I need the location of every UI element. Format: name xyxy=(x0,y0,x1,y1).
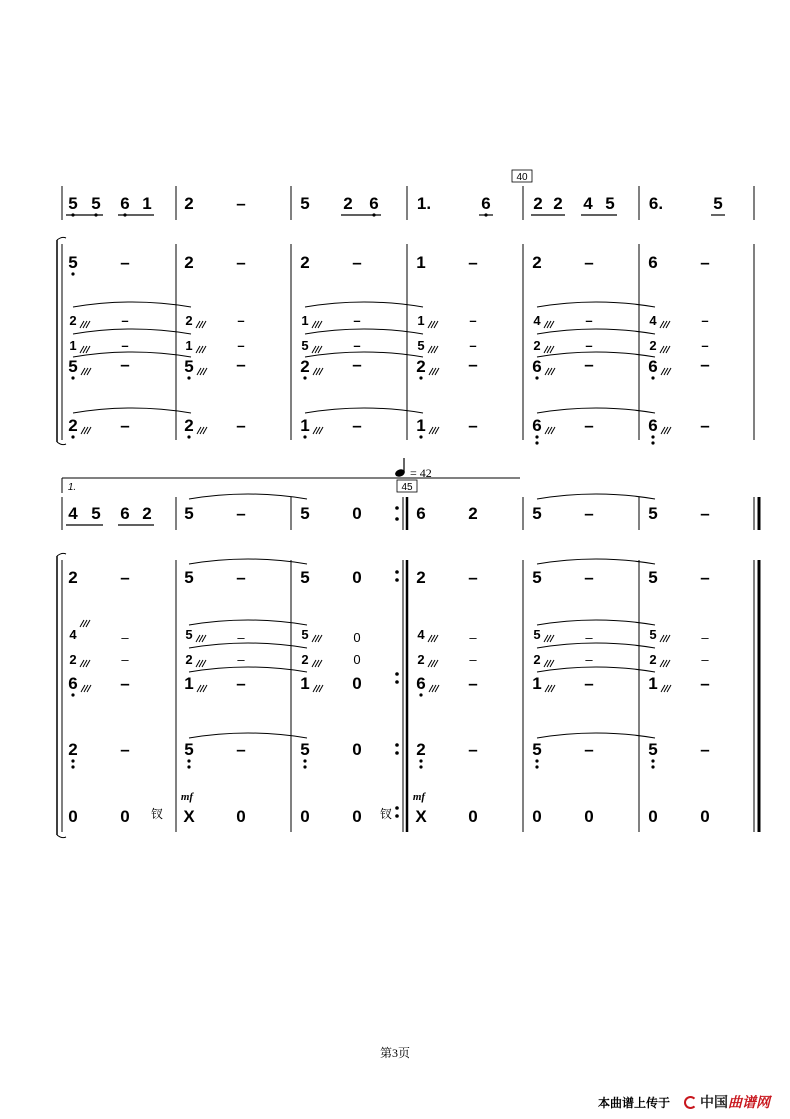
repeat-dot xyxy=(395,517,399,521)
chord-note: 2 xyxy=(69,313,77,328)
octave-dot xyxy=(187,765,190,768)
low-note: 5 xyxy=(648,740,658,759)
octave-dot xyxy=(303,765,306,768)
melody-note: 5 xyxy=(300,194,310,213)
percussion-instrument-label: 钗 xyxy=(150,807,164,821)
chord-note: 5 xyxy=(68,357,78,376)
octave-dot xyxy=(187,759,190,762)
bracket-hook xyxy=(57,237,66,240)
chord-note: 1 xyxy=(185,338,193,353)
rest-dash: – xyxy=(584,253,594,272)
melody-note: 6 xyxy=(416,504,426,523)
melody-note: 0 xyxy=(352,504,362,523)
melody-note: 6. xyxy=(648,194,664,213)
chord-note: 1 xyxy=(648,674,658,693)
octave-dot xyxy=(71,765,74,768)
octave-dot xyxy=(419,435,422,438)
octave-dot xyxy=(535,441,538,444)
melody-note: 5 xyxy=(184,504,194,523)
chord-note: 2 xyxy=(416,357,426,376)
rest-dash: – xyxy=(120,674,130,693)
rest-dash: – xyxy=(121,630,129,645)
chord-note: 4 xyxy=(649,313,657,328)
logo-icon xyxy=(684,1096,697,1109)
octave-dot xyxy=(651,435,654,438)
rest-dash: – xyxy=(584,416,594,435)
octave-dot xyxy=(303,376,306,379)
low-note: 5 xyxy=(300,740,310,759)
rest-dash: – xyxy=(120,253,130,272)
tie-arc xyxy=(305,329,423,334)
rest-dash: – xyxy=(120,416,130,435)
rest-dash: – xyxy=(353,313,361,328)
tie-arc xyxy=(189,643,307,648)
octave-dot xyxy=(535,435,538,438)
melody-note: 2 xyxy=(468,504,478,523)
octave-dot xyxy=(535,765,538,768)
tie-arc xyxy=(537,494,655,499)
chord-note: 5 xyxy=(417,338,425,353)
melody-note: 4 xyxy=(68,504,78,523)
low-note: 1 xyxy=(300,416,310,435)
melody-note: 1. xyxy=(416,194,432,213)
chord-note: 2 xyxy=(533,652,541,667)
bass-note: 6 xyxy=(648,253,658,272)
notes-layer xyxy=(68,172,723,826)
tie-arc xyxy=(305,352,423,357)
rest-dash: – xyxy=(468,568,478,587)
rest-dash: – xyxy=(468,674,478,693)
rest-dash: – xyxy=(468,740,478,759)
melody-note: 6 xyxy=(120,194,130,213)
melody-note: 2 xyxy=(533,194,543,213)
chord-note: 5 xyxy=(533,627,541,642)
melody-note: 1 xyxy=(142,194,152,213)
octave-dot xyxy=(71,376,74,379)
volta-label: 1. xyxy=(67,482,77,493)
octave-dot xyxy=(187,376,190,379)
bracket-hook xyxy=(57,553,66,556)
tie-arc xyxy=(537,559,655,564)
rest-zero: 0 xyxy=(352,674,362,693)
rest-dash: – xyxy=(353,338,361,353)
melody-note: 4 xyxy=(583,194,593,213)
rest-zero: 0 xyxy=(352,568,362,587)
rest-dash: – xyxy=(700,355,710,374)
melody-note: 2 xyxy=(142,504,152,523)
rest-dash: – xyxy=(469,338,477,353)
tie-arc xyxy=(305,408,423,413)
melody-note: 6 xyxy=(120,504,130,523)
rest-dash: – xyxy=(584,568,594,587)
low-note: 5 xyxy=(532,740,542,759)
octave-dot xyxy=(71,272,74,275)
chord-note: 1 xyxy=(417,313,425,328)
octave-dot xyxy=(419,765,422,768)
melody-note: 5 xyxy=(91,194,101,213)
percussion-note: 0 xyxy=(584,807,594,826)
melody-note: 5 xyxy=(68,194,78,213)
repeat-dot xyxy=(395,578,399,582)
rest-dash: – xyxy=(585,630,593,645)
rest-dash: – xyxy=(236,674,246,693)
rest-dash: – xyxy=(469,652,477,667)
rest-dash: – xyxy=(352,355,362,374)
rest-dash: – xyxy=(236,253,246,272)
bass-note: 1 xyxy=(416,253,426,272)
chord-note: 2 xyxy=(417,652,425,667)
repeat-dot xyxy=(395,506,399,510)
chord-note: 6 xyxy=(68,674,78,693)
upload-credit: 本曲谱上传于 xyxy=(598,1096,671,1110)
percussion-note: 0 xyxy=(120,807,130,826)
repeat-dot xyxy=(395,814,399,818)
tie-arc xyxy=(73,302,191,307)
octave-dot xyxy=(71,435,74,438)
bass-note: 2 xyxy=(68,568,78,587)
rest-dash: – xyxy=(120,355,130,374)
rest-dash: – xyxy=(585,652,593,667)
percussion-note: 0 xyxy=(648,807,658,826)
chord-note: 6 xyxy=(532,357,542,376)
bass-note: 5 xyxy=(300,568,310,587)
rest-dash: – xyxy=(585,313,593,328)
chord-note: 2 xyxy=(533,338,541,353)
tie-arc xyxy=(189,733,307,738)
melody-note: 5 xyxy=(532,504,542,523)
chord-note: 1 xyxy=(532,674,542,693)
rest-dash: – xyxy=(700,253,710,272)
chord-note: 2 xyxy=(649,652,657,667)
rest-dash: – xyxy=(469,630,477,645)
chord-note: 5 xyxy=(184,357,194,376)
chord-note: 5 xyxy=(185,627,193,642)
tie-arc xyxy=(305,302,423,307)
logo-text-a: 中国 xyxy=(700,1095,728,1111)
chord-note: 1 xyxy=(184,674,194,693)
octave-dot xyxy=(419,376,422,379)
repeat-dot xyxy=(395,806,399,810)
melody-note: 6 xyxy=(369,194,379,213)
rest-dash: – xyxy=(584,674,594,693)
tie-arc xyxy=(537,302,655,307)
octave-dot xyxy=(303,759,306,762)
chord-note: 2 xyxy=(301,652,309,667)
low-note: 6 xyxy=(648,416,658,435)
tie-arc xyxy=(537,352,655,357)
chord-note: 2 xyxy=(69,652,77,667)
rest-dash: – xyxy=(468,416,478,435)
percussion-note: 0 xyxy=(352,807,362,826)
melody-note: 2 xyxy=(184,194,194,213)
bass-note: 2 xyxy=(184,253,194,272)
melody-note: 5 xyxy=(91,504,101,523)
chord-note: 5 xyxy=(301,338,309,353)
chord-note: 5 xyxy=(301,627,309,642)
percussion-note: 0 xyxy=(236,807,246,826)
rest-dash: – xyxy=(352,416,362,435)
dynamic-mark: mf xyxy=(180,791,194,803)
rest-dash: – xyxy=(237,338,245,353)
repeat-dot xyxy=(395,672,399,676)
tie-arc xyxy=(189,559,307,564)
chord-note: 4 xyxy=(69,627,77,642)
tie-arc xyxy=(537,643,655,648)
melody-dash: – xyxy=(236,504,246,523)
tie-arc xyxy=(73,408,191,413)
low-note: 2 xyxy=(416,740,426,759)
rest-dash: – xyxy=(237,652,245,667)
tempo-text: = 42 xyxy=(410,466,432,480)
melody-note: 5 xyxy=(648,504,658,523)
chord-note: 2 xyxy=(185,313,193,328)
chord-note: 4 xyxy=(417,627,425,642)
rest-dash: – xyxy=(352,253,362,272)
bass-note: 2 xyxy=(532,253,542,272)
rest-dash: – xyxy=(121,338,129,353)
tie-arc xyxy=(537,408,655,413)
percussion-note: 0 xyxy=(468,807,478,826)
percussion-note: 0 xyxy=(300,807,310,826)
low-note: 6 xyxy=(532,416,542,435)
rest-dash: – xyxy=(468,355,478,374)
tie-arc xyxy=(73,329,191,334)
low-note: 2 xyxy=(184,416,194,435)
octave-dot xyxy=(71,759,74,762)
octave-dot xyxy=(535,376,538,379)
tie-arc xyxy=(73,352,191,357)
repeat-dot xyxy=(395,570,399,574)
chord-note: 4 xyxy=(533,313,541,328)
repeat-dot xyxy=(395,680,399,684)
rest-dash: – xyxy=(468,253,478,272)
marks-layer xyxy=(66,170,725,821)
melody-note: 6 xyxy=(481,194,491,213)
octave-dot xyxy=(71,693,74,696)
chord-note: 2 xyxy=(185,652,193,667)
bracket-hook xyxy=(57,835,66,838)
octave-dot xyxy=(419,759,422,762)
bass-note: 5 xyxy=(532,568,542,587)
repeat-dot xyxy=(395,751,399,755)
melody-note: 5 xyxy=(300,504,310,523)
bass-note: 5 xyxy=(184,568,194,587)
percussion-note: X xyxy=(183,807,195,826)
percussion-note: X xyxy=(415,807,427,826)
chord-note: 2 xyxy=(300,357,310,376)
tie-arc xyxy=(537,329,655,334)
tie-arc xyxy=(537,620,655,625)
tie-arc xyxy=(189,620,307,625)
rest-dash: – xyxy=(700,674,710,693)
low-note: 2 xyxy=(68,416,78,435)
octave-dot xyxy=(651,441,654,444)
chord-note: 2 xyxy=(649,338,657,353)
rest-dash: – xyxy=(701,652,709,667)
bass-note: 5 xyxy=(68,253,78,272)
rest-dash: – xyxy=(469,313,477,328)
rest-dash: – xyxy=(584,740,594,759)
rest-dash: – xyxy=(700,568,710,587)
octave-dot xyxy=(651,765,654,768)
rest-dash: – xyxy=(701,630,709,645)
rest-dash: – xyxy=(701,313,709,328)
octave-dot xyxy=(419,693,422,696)
bass-note: 2 xyxy=(300,253,310,272)
melody-dash: – xyxy=(584,504,594,523)
rest-dash: – xyxy=(701,338,709,353)
rest-dash: – xyxy=(585,338,593,353)
site-logo[interactable] xyxy=(684,1092,770,1112)
octave-dot xyxy=(651,759,654,762)
low-note: 1 xyxy=(416,416,426,435)
percussion-instrument-label: 钗 xyxy=(379,807,393,821)
rest-dash: – xyxy=(120,740,130,759)
rest-dash: – xyxy=(700,416,710,435)
tie-arc xyxy=(537,733,655,738)
rest-dash: – xyxy=(236,740,246,759)
page-number: 第3页 xyxy=(379,1046,410,1060)
chord-note: 1 xyxy=(300,674,310,693)
chord-note: 6 xyxy=(416,674,426,693)
repeat-dot xyxy=(395,743,399,747)
rehearsal-mark: 40 xyxy=(516,172,528,183)
octave-dot xyxy=(651,376,654,379)
rest-zero: 0 xyxy=(352,740,362,759)
chord-note: 5 xyxy=(649,627,657,642)
rest-dash: – xyxy=(236,416,246,435)
melody-note: 2 xyxy=(553,194,563,213)
rest-dash: – xyxy=(236,355,246,374)
tie-arc xyxy=(189,494,307,499)
melody-dash: – xyxy=(236,194,246,213)
rest-zero: 0 xyxy=(353,630,361,645)
melody-note: 2 xyxy=(343,194,353,213)
low-note: 2 xyxy=(68,740,78,759)
low-note: 5 xyxy=(184,740,194,759)
rehearsal-mark: 45 xyxy=(401,482,413,493)
octave-dot xyxy=(535,759,538,762)
dynamic-mark: mf xyxy=(412,791,426,803)
chord-note: 1 xyxy=(301,313,309,328)
percussion-note: 0 xyxy=(532,807,542,826)
rest-dash: – xyxy=(237,313,245,328)
rest-dash: – xyxy=(700,740,710,759)
bracket-hook xyxy=(57,442,66,445)
bass-note: 5 xyxy=(648,568,658,587)
rest-dash: – xyxy=(121,652,129,667)
octave-dot xyxy=(303,435,306,438)
rest-dash: – xyxy=(237,630,245,645)
rest-dash: – xyxy=(584,355,594,374)
melody-dash: – xyxy=(700,504,710,523)
rest-dash: – xyxy=(121,313,129,328)
bass-note: 2 xyxy=(416,568,426,587)
melody-note: 5 xyxy=(713,194,723,213)
chord-note: 6 xyxy=(648,357,658,376)
rest-dash: – xyxy=(120,568,130,587)
tie-arc xyxy=(189,667,307,672)
percussion-note: 0 xyxy=(68,807,78,826)
chord-note: 1 xyxy=(69,338,77,353)
logo-text-b: 曲谱网 xyxy=(728,1095,770,1111)
octave-dot xyxy=(187,435,190,438)
percussion-note: 0 xyxy=(700,807,710,826)
tie-arc xyxy=(537,667,655,672)
rest-dash: – xyxy=(236,568,246,587)
melody-note: 5 xyxy=(605,194,615,213)
rest-zero: 0 xyxy=(353,652,361,667)
